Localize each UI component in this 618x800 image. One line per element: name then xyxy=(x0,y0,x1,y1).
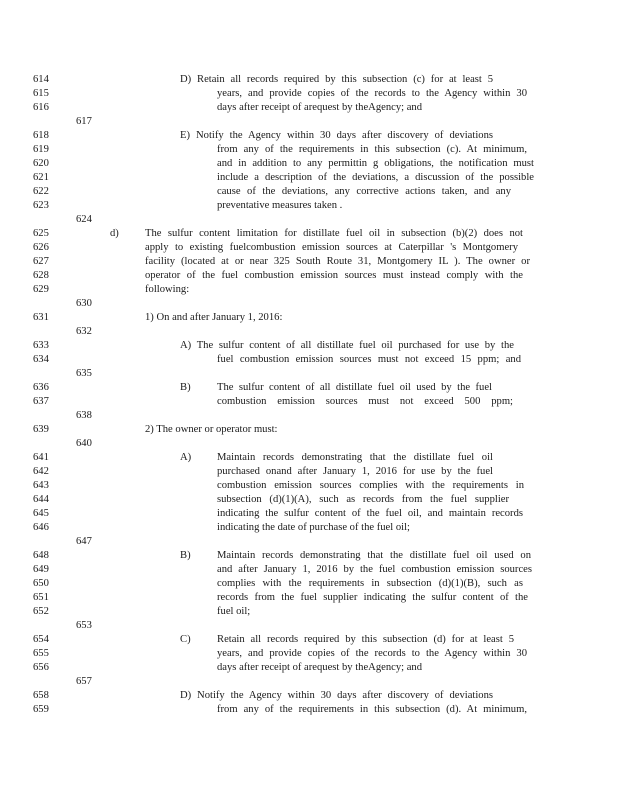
line-number: 630 xyxy=(76,298,92,309)
line-number: 620 xyxy=(33,158,49,169)
line-number: 656 xyxy=(33,662,49,673)
line-number: 658 xyxy=(33,690,49,701)
line-647 xyxy=(0,535,618,548)
line-number: 659 xyxy=(33,704,49,715)
line-number: 651 xyxy=(33,592,49,603)
line-650 xyxy=(0,577,618,590)
line-text: from any of the requirements in this subsection (d). At minimum, xyxy=(217,704,527,715)
line-614 xyxy=(0,73,618,86)
line-625 xyxy=(0,227,618,240)
item-label: B) xyxy=(180,550,191,561)
line-626 xyxy=(0,241,618,254)
line-number: 639 xyxy=(33,424,49,435)
line-text: fuel oil; xyxy=(217,606,251,617)
line-number: 657 xyxy=(76,676,92,687)
line-text: facility (located at or near 325 South Route 31, Montgomery IL ). The owner or xyxy=(145,256,530,267)
line-number: 633 xyxy=(33,340,49,351)
line-number: 648 xyxy=(33,550,49,561)
line-number: 629 xyxy=(33,284,49,295)
line-656 xyxy=(0,661,618,674)
line-text: years, and provide copies of the records to the Agency within 30 xyxy=(217,88,527,99)
line-number: 627 xyxy=(33,256,49,267)
line-640 xyxy=(0,437,618,450)
line-630 xyxy=(0,297,618,310)
line-644 xyxy=(0,493,618,506)
line-628 xyxy=(0,269,618,282)
line-number: 641 xyxy=(33,452,49,463)
line-number: 649 xyxy=(33,564,49,575)
line-number: 645 xyxy=(33,508,49,519)
line-number: 622 xyxy=(33,186,49,197)
line-text: operator of the fuel combustion emission sources must instead comply with the xyxy=(145,270,523,281)
line-text: combustion emission sources complies with the requirements in xyxy=(217,480,524,491)
line-number: 621 xyxy=(33,172,49,183)
line-646 xyxy=(0,521,618,534)
line-number: 634 xyxy=(33,354,49,365)
line-text: Maintain records demonstrating that the distillate fuel oil used on xyxy=(217,550,531,561)
line-number: 616 xyxy=(33,102,49,113)
line-number: 655 xyxy=(33,648,49,659)
line-text: cause of the deviations, any corrective actions taken, and any xyxy=(217,186,511,197)
line-number: 632 xyxy=(76,326,92,337)
line-number: 625 xyxy=(33,228,49,239)
line-number: 614 xyxy=(33,74,49,85)
line-number: 626 xyxy=(33,242,49,253)
line-text: 1) On and after January 1, 2016: xyxy=(145,312,283,323)
line-text: Maintain records demonstrating that the distillate fuel oil xyxy=(217,452,493,463)
line-number: 653 xyxy=(76,620,92,631)
line-text: 2) The owner or operator must: xyxy=(145,424,278,435)
line-623 xyxy=(0,199,618,212)
line-619 xyxy=(0,143,618,156)
line-text: years, and provide copies of the records to the Agency within 30 xyxy=(217,648,527,659)
line-text: A) The sulfur content of all distillate fuel oil purchased for use by the xyxy=(180,340,514,351)
line-620 xyxy=(0,157,618,170)
line-652 xyxy=(0,605,618,618)
line-633 xyxy=(0,339,618,352)
line-648 xyxy=(0,549,618,562)
line-635 xyxy=(0,367,618,380)
line-text: preventative measures taken . xyxy=(217,200,343,211)
line-text: records from the fuel supplier indicating the sulfur content of the xyxy=(217,592,528,603)
line-631 xyxy=(0,311,618,324)
line-639 xyxy=(0,423,618,436)
line-text: subsection (d)(1)(A), such as records from the fuel supplier xyxy=(217,494,509,505)
line-text: Retain all records required by this subsection (d) for at least 5 xyxy=(217,634,514,645)
line-634 xyxy=(0,353,618,366)
line-number: 640 xyxy=(76,438,92,449)
line-number: 642 xyxy=(33,466,49,477)
line-text: days after receipt of arequest by theAgency; and xyxy=(217,102,423,113)
line-number: 617 xyxy=(76,116,92,127)
line-number: 619 xyxy=(33,144,49,155)
line-text: The sulfur content of all distillate fuel oil used by the fuel xyxy=(217,382,492,393)
line-622 xyxy=(0,185,618,198)
line-643 xyxy=(0,479,618,492)
line-text: indicating the date of purchase of the fuel oil; xyxy=(217,522,410,533)
line-653 xyxy=(0,619,618,632)
item-label: d) xyxy=(110,228,119,239)
line-text: D) Retain all records required by this subsection (c) for at least 5 xyxy=(180,74,493,85)
line-number: 615 xyxy=(33,88,49,99)
line-number: 638 xyxy=(76,410,92,421)
item-label: B) xyxy=(180,382,191,393)
line-642 xyxy=(0,465,618,478)
line-text: indicating the sulfur content of the fuel oil, and maintain records xyxy=(217,508,523,519)
line-657 xyxy=(0,675,618,688)
line-text: from any of the requirements in this subsection (c). At minimum, xyxy=(217,144,527,155)
line-number: 624 xyxy=(76,214,92,225)
line-number: 636 xyxy=(33,382,49,393)
line-number: 635 xyxy=(76,368,92,379)
line-text: include a description of the deviations, a discussion of the possible xyxy=(217,172,534,183)
line-658 xyxy=(0,689,618,702)
item-label: C) xyxy=(180,634,191,645)
line-645 xyxy=(0,507,618,520)
line-659 xyxy=(0,703,618,716)
line-text: fuel combustion emission sources must not exceed 15 ppm; and xyxy=(217,354,521,365)
line-text: and in addition to any permittin g obligations, the notification must xyxy=(217,158,534,169)
line-616 xyxy=(0,101,618,114)
line-text: apply to existing fuelcombustion emission sources at Caterpillar 's Montgomery xyxy=(145,242,518,253)
line-621 xyxy=(0,171,618,184)
line-text: E) Notify the Agency within 30 days after discovery of deviations xyxy=(180,130,493,141)
line-617 xyxy=(0,115,618,128)
line-number: 637 xyxy=(33,396,49,407)
line-number: 652 xyxy=(33,606,49,617)
line-number: 646 xyxy=(33,522,49,533)
line-text: purchased onand after January 1, 2016 for use by the fuel xyxy=(217,466,493,477)
line-number: 631 xyxy=(33,312,49,323)
line-655 xyxy=(0,647,618,660)
line-number: 647 xyxy=(76,536,92,547)
item-label: A) xyxy=(180,452,192,463)
line-number: 643 xyxy=(33,480,49,491)
line-629 xyxy=(0,283,618,296)
line-624 xyxy=(0,213,618,226)
line-number: 623 xyxy=(33,200,49,211)
line-627 xyxy=(0,255,618,268)
line-651 xyxy=(0,591,618,604)
line-number: 628 xyxy=(33,270,49,281)
line-text: and after January 1, 2016 by the fuel combustion emission sources xyxy=(217,564,532,575)
line-number: 618 xyxy=(33,130,49,141)
line-text: combustion emission sources must not exceed 500 ppm; xyxy=(217,396,513,407)
line-638 xyxy=(0,409,618,422)
line-number: 650 xyxy=(33,578,49,589)
line-text: D) Notify the Agency within 30 days after discovery of deviations xyxy=(180,690,493,701)
line-637 xyxy=(0,395,618,408)
line-636 xyxy=(0,381,618,394)
line-number: 644 xyxy=(33,494,49,505)
line-number: 654 xyxy=(33,634,49,645)
line-618 xyxy=(0,129,618,142)
line-text: days after receipt of arequest by theAgency; and xyxy=(217,662,423,673)
line-654 xyxy=(0,633,618,646)
line-615 xyxy=(0,87,618,100)
line-632 xyxy=(0,325,618,338)
line-649 xyxy=(0,563,618,576)
line-text: complies with the requirements in subsection (d)(1)(B), such as xyxy=(217,578,523,589)
line-text: The sulfur content limitation for distillate fuel oil in subsection (b)(2) does not xyxy=(145,228,523,239)
line-641 xyxy=(0,451,618,464)
line-text: following: xyxy=(145,284,190,295)
